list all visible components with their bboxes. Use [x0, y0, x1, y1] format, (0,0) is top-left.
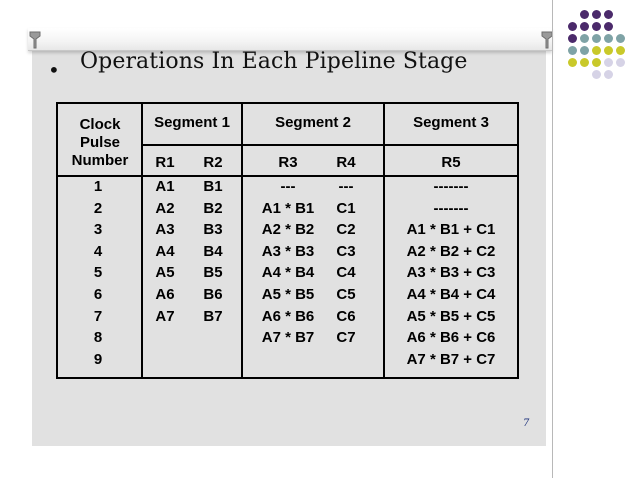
- r5-cell: -------: [433, 199, 469, 217]
- r4-cell: C6: [336, 307, 356, 325]
- clock-cell: 2: [93, 199, 103, 217]
- r3-cell: A6 * B6: [261, 307, 315, 325]
- r1-cell: A1: [155, 178, 175, 195]
- decorative-dot: [592, 46, 601, 55]
- r4-cell: C5: [336, 286, 356, 303]
- r4-cell: C2: [336, 221, 356, 239]
- decorative-dot: [580, 46, 589, 55]
- decorative-dot: [592, 70, 601, 79]
- decorative-dot: [580, 22, 589, 31]
- register-header-r1: R1: [155, 154, 175, 171]
- register-header-r5: R5: [441, 154, 461, 171]
- clock-header-line: Pulse: [79, 134, 121, 151]
- pipeline-table: [56, 102, 519, 379]
- decorative-dot: [604, 70, 613, 79]
- clock-header-line: Clock: [79, 116, 121, 133]
- clock-cell: 8: [93, 329, 103, 347]
- decorative-dot: [604, 46, 613, 55]
- clock-cell: 9: [93, 350, 103, 368]
- r1-cell: A6: [155, 286, 175, 303]
- r1-cell: A5: [155, 264, 175, 282]
- decorative-dot: [616, 46, 625, 55]
- decorative-dot: [568, 46, 577, 55]
- clock-cell: 7: [93, 307, 103, 325]
- r1-cell: A3: [155, 221, 175, 239]
- r4-cell: C1: [336, 199, 356, 217]
- segment-1-header: Segment 1: [154, 114, 230, 131]
- register-header-r3: R3: [278, 154, 298, 171]
- r3-cell: A1 * B1: [261, 199, 315, 217]
- page-number: 7: [523, 418, 530, 429]
- r5-cell: A6 * B6 + C6: [406, 329, 496, 347]
- decorative-dot: [604, 58, 613, 67]
- r5-cell: A3 * B3 + C3: [406, 264, 496, 282]
- r4-cell: C4: [336, 264, 356, 282]
- r5-cell: A1 * B1 + C1: [406, 221, 496, 239]
- clock-pulse-header: [58, 116, 142, 170]
- r3-cell: ---: [280, 178, 296, 195]
- r2-cell: B6: [203, 286, 223, 303]
- r5-cell: A5 * B5 + C5: [406, 307, 496, 325]
- bullet-icon: •: [48, 58, 60, 82]
- segment-2-header: Segment 2: [275, 114, 351, 131]
- segment-3-header: Segment 3: [413, 114, 489, 131]
- decorative-dot: [592, 34, 601, 43]
- r3-cell: A3 * B3: [261, 242, 315, 260]
- header-divider: [142, 144, 517, 146]
- r2-cell: B2: [203, 199, 223, 217]
- r2-cell: B1: [203, 178, 223, 195]
- decorative-dot: [568, 22, 577, 31]
- r3-cell: A2 * B2: [261, 221, 315, 239]
- clock-cell: 3: [93, 221, 103, 239]
- decorative-dot: [568, 58, 577, 67]
- r5-cell: A2 * B2 + C2: [406, 242, 496, 260]
- clock-header-line: Number: [71, 152, 129, 169]
- r2-cell: B3: [203, 221, 223, 239]
- r5-cell: A4 * B4 + C4: [406, 286, 496, 303]
- decorative-dot: [616, 58, 625, 67]
- header-divider: [58, 175, 517, 177]
- r4-cell: ---: [338, 178, 354, 195]
- r2-cell: B5: [203, 264, 223, 282]
- decorative-dot: [580, 34, 589, 43]
- r3-cell: A4 * B4: [261, 264, 315, 282]
- r2-cell: B7: [203, 307, 223, 325]
- r4-cell: C7: [336, 329, 356, 347]
- decorative-dot: [616, 34, 625, 43]
- slide-title: Operations In Each Pipeline Stage: [80, 49, 468, 74]
- r1-cell: A7: [155, 307, 175, 325]
- r3-cell: A7 * B7: [261, 329, 315, 347]
- r1-cell: A2: [155, 199, 175, 217]
- decorative-dot: [604, 22, 613, 31]
- clock-cell: 1: [93, 178, 103, 195]
- decorative-dot: [592, 22, 601, 31]
- register-header-r4: R4: [336, 154, 356, 171]
- register-header-r2: R2: [203, 154, 223, 171]
- r5-cell: -------: [433, 178, 469, 195]
- decorative-dot: [592, 58, 601, 67]
- r4-cell: C3: [336, 242, 356, 260]
- paper-strip: [28, 28, 552, 51]
- decorative-dot: [580, 58, 589, 67]
- r2-cell: B4: [203, 242, 223, 260]
- decorative-dot: [580, 10, 589, 19]
- r1-cell: A4: [155, 242, 175, 260]
- clock-cell: 5: [93, 264, 103, 282]
- pin-left-icon: [28, 30, 42, 50]
- decorative-vertical-line: [552, 0, 553, 478]
- decorative-dot: [604, 10, 613, 19]
- decorative-dot: [592, 10, 601, 19]
- r5-cell: A7 * B7 + C7: [406, 350, 496, 368]
- clock-cell: 4: [93, 242, 103, 260]
- r3-cell: A5 * B5: [261, 286, 315, 303]
- decorative-dot: [568, 34, 577, 43]
- decorative-dot: [604, 34, 613, 43]
- clock-cell: 6: [93, 286, 103, 303]
